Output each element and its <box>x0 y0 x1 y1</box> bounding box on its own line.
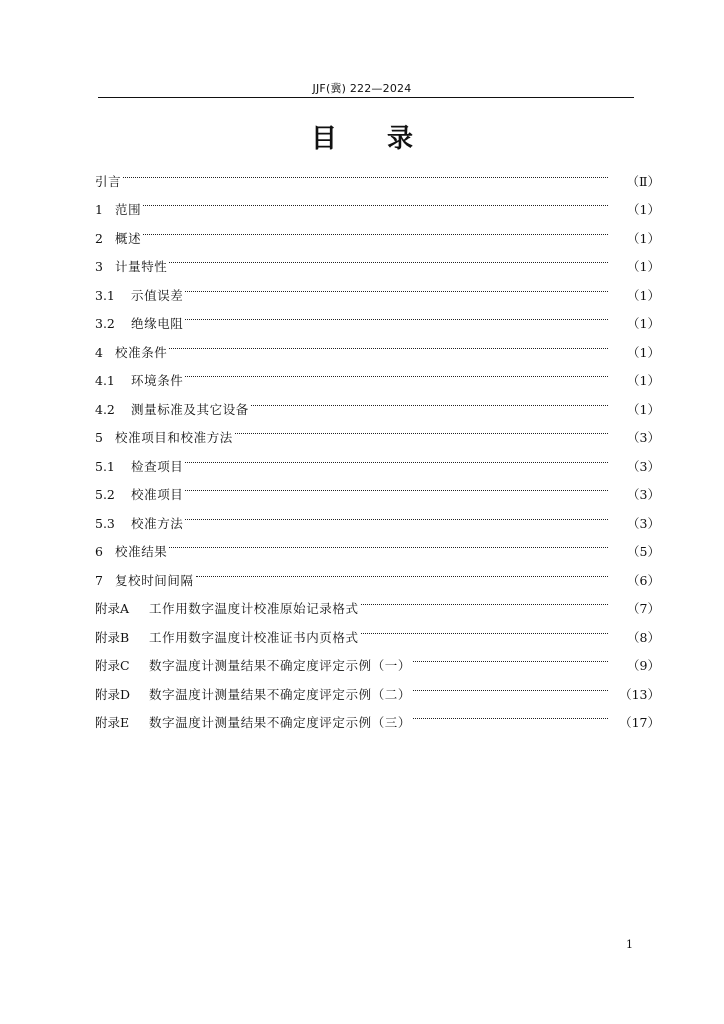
toc-dot-leader <box>196 556 608 585</box>
toc-dot-leader <box>185 499 608 528</box>
toc-entry-number: 附录C <box>95 658 130 673</box>
toc-entry-number: 3.1 <box>95 287 115 303</box>
toc-entry-label: 校准条件 <box>115 344 168 360</box>
toc-entry[interactable] <box>95 186 660 215</box>
toc-entry-number: 附录D <box>95 686 131 702</box>
toc-dot-leader <box>169 528 608 557</box>
toc-entry[interactable] <box>95 528 660 557</box>
toc-entry-page: （1） <box>627 373 660 388</box>
toc-entry-label: 环境条件 <box>131 373 184 388</box>
toc-entry-label: 示值误差 <box>131 287 184 303</box>
toc-entry-label: 数字温度计测量结果不确定度评定示例（二） <box>149 686 412 702</box>
toc-entry-page: （3） <box>627 430 660 445</box>
toc-entry-page: （13） <box>619 686 660 702</box>
toc-entry-number: 5 <box>95 430 103 445</box>
toc-entry-page: （5） <box>627 544 660 559</box>
toc-entry-label: 概述 <box>115 230 142 246</box>
toc-dot-leader <box>143 214 608 243</box>
toc-entry-label: 校准结果 <box>115 544 168 559</box>
toc-entry-number: 附录E <box>95 715 130 730</box>
toc-entry-label: 数字温度计测量结果不确定度评定示例（一） <box>149 658 412 673</box>
toc-dot-leader <box>185 442 608 471</box>
toc-entry-number: 4.1 <box>95 373 115 388</box>
toc-entry-page: （9） <box>627 658 660 673</box>
toc-dot-leader <box>361 585 608 614</box>
toc-entry[interactable] <box>95 556 660 588</box>
toc-entry-page: （Ⅱ） <box>626 173 660 189</box>
toc-entry-number: 6 <box>95 544 103 559</box>
toc-entry[interactable] <box>95 157 660 189</box>
toc-entry-page: （7） <box>627 601 660 616</box>
header-rule <box>98 97 634 98</box>
toc-entry-number: 附录A <box>95 601 130 616</box>
toc-entry-label: 工作用数字温度计校准原始记录格式 <box>149 601 359 616</box>
toc-entry-page: （1） <box>627 344 660 360</box>
toc-entry[interactable] <box>95 328 660 360</box>
page-number: 1 <box>626 938 633 951</box>
toc-dot-leader <box>185 357 608 386</box>
toc-title: 目录 <box>310 124 463 154</box>
toc-entry-page: （1） <box>627 401 660 417</box>
toc-entry-number: 4 <box>95 344 103 360</box>
toc-dot-leader <box>413 670 608 699</box>
toc-entry-number: 1 <box>95 202 103 217</box>
toc-dot-leader <box>185 471 608 500</box>
toc-entry-number: 4.2 <box>95 401 115 417</box>
toc-dot-leader <box>413 642 608 671</box>
toc-entry-number: 5.3 <box>95 515 115 531</box>
toc-dot-leader <box>361 613 608 642</box>
toc-entry-page: （3） <box>627 458 660 474</box>
toc-entry-number: 5.2 <box>95 487 115 502</box>
toc-entry-number: 5.1 <box>95 458 115 474</box>
toc-entry-page: （1） <box>627 230 660 246</box>
toc-entry-label: 校准方法 <box>131 515 184 531</box>
toc-dot-leader <box>235 414 608 443</box>
toc-entry-page: （6） <box>627 572 660 588</box>
toc-entry-number: 3 <box>95 259 103 274</box>
toc-entry[interactable] <box>95 243 660 272</box>
toc-entry-label: 复校时间间隔 <box>115 572 194 588</box>
toc-entry-number: 3.2 <box>95 316 115 331</box>
toc-entry-page: （1） <box>627 287 660 303</box>
table-of-contents <box>95 157 660 730</box>
toc-entry-label: 校准项目 <box>131 487 184 502</box>
toc-entry-label: 计量特性 <box>115 259 168 274</box>
toc-entry-label: 工作用数字温度计校准证书内页格式 <box>149 629 359 645</box>
toc-entry-page: （1） <box>627 316 660 331</box>
toc-dot-leader <box>185 271 608 300</box>
toc-dot-leader <box>185 300 608 329</box>
toc-entry-page: （1） <box>627 259 660 274</box>
toc-entry-number: 附录B <box>95 629 130 645</box>
toc-dot-leader <box>413 699 608 728</box>
toc-entry-page: （1） <box>627 202 660 217</box>
toc-entry[interactable] <box>95 271 660 303</box>
toc-entry-label: 测量标准及其它设备 <box>131 401 249 417</box>
document-code-header: JJF(冀) 222—2024 <box>312 82 412 95</box>
toc-entry-page: （17） <box>619 715 660 730</box>
toc-dot-leader <box>169 243 608 272</box>
toc-entry-page: （3） <box>627 487 660 502</box>
toc-entry[interactable] <box>95 214 660 246</box>
toc-dot-leader <box>143 186 608 215</box>
toc-entry-number: 2 <box>95 230 103 246</box>
toc-entry-label: 范围 <box>115 202 142 217</box>
toc-entry-label: 校准项目和校准方法 <box>115 430 233 445</box>
toc-dot-leader <box>251 385 608 414</box>
toc-entry-label: 数字温度计测量结果不确定度评定示例（三） <box>149 715 412 730</box>
toc-entry[interactable] <box>95 357 660 386</box>
toc-entry-page: （3） <box>627 515 660 531</box>
toc-entry-number: 7 <box>95 572 103 588</box>
toc-dot-leader <box>123 157 608 186</box>
toc-dot-leader <box>169 328 608 357</box>
toc-entry-label: 引言 <box>95 173 122 189</box>
toc-entry-label: 绝缘电阻 <box>131 316 184 331</box>
toc-entry-label: 检查项目 <box>131 458 184 474</box>
toc-entry-page: （8） <box>627 629 660 645</box>
